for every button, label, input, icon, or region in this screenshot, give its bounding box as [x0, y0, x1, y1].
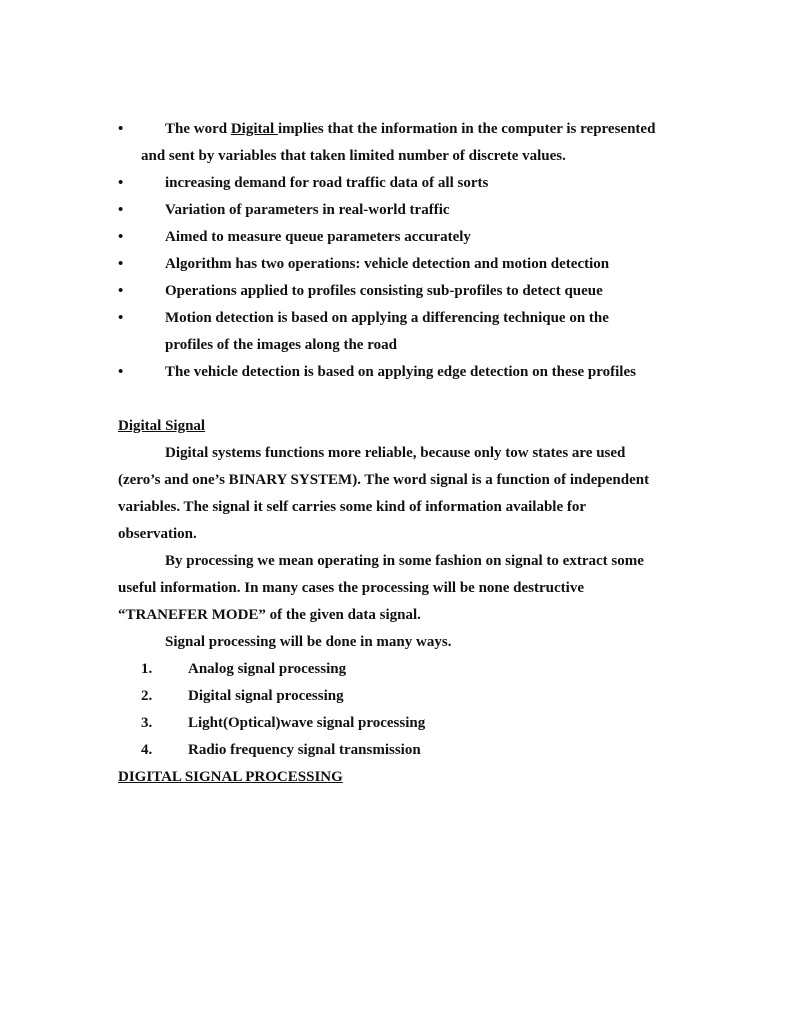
paragraph-line: useful information. In many cases the processing will be none destructive	[118, 580, 584, 596]
bullet-marker: •	[118, 121, 124, 137]
bullet-marker: •	[118, 364, 124, 380]
item-number: 2.	[141, 688, 153, 704]
section-heading: Digital Signal	[118, 418, 206, 434]
paragraph-line: (zero’s and one’s BINARY SYSTEM). The word signal is a function of independent	[118, 472, 650, 488]
paragraph-line: Signal processing will be done in many ways.	[165, 634, 452, 650]
bullet-marker: •	[118, 175, 124, 191]
bullet-text: Algorithm has two operations: vehicle detection and motion detection	[165, 256, 610, 272]
bullet-marker: •	[118, 310, 124, 326]
bullet-marker: •	[118, 256, 124, 272]
bullet-text: Variation of parameters in real-world traffic	[165, 202, 450, 218]
item-number: 4.	[141, 742, 153, 758]
item-number: 3.	[141, 715, 153, 731]
bullet-continuation: profiles of the images along the road	[165, 337, 397, 353]
dsp-heading: DIGITAL SIGNAL PROCESSING	[118, 769, 343, 785]
bullet-text: Motion detection is based on applying a differencing technique on the	[165, 310, 609, 326]
bullet-continuation: and sent by variables that taken limited number of discrete values.	[141, 148, 566, 164]
bullet-text	[165, 120, 655, 138]
paragraph-line: “TRANEFER MODE” of the given data signal.	[118, 607, 421, 623]
paragraph-line: variables. The signal it self carries some kind of information available for	[118, 499, 587, 515]
item-text: Digital signal processing	[188, 688, 344, 704]
bullet-text: Aimed to measure queue parameters accurately	[165, 229, 471, 245]
item-text: Radio frequency signal transmission	[188, 742, 421, 758]
bullet-text-after: implies that the information in the computer is represented	[277, 121, 656, 137]
bullet-text-before: The word	[165, 121, 231, 137]
digital-term: Digital	[230, 121, 278, 137]
bullet-text: Operations applied to profiles consisting sub-profiles to detect queue	[165, 283, 603, 299]
bullet-text: increasing demand for road traffic data of all sorts	[165, 175, 489, 191]
paragraph-line: By processing we mean operating in some fashion on signal to extract some	[165, 553, 644, 569]
bullet-text: The vehicle detection is based on applying edge detection on these profiles	[165, 364, 636, 380]
item-number: 1.	[141, 661, 153, 677]
paragraph-line: Digital systems functions more reliable, because only tow states are used	[165, 445, 626, 461]
paragraph-line: observation.	[118, 526, 197, 542]
bullet-marker: •	[118, 283, 124, 299]
bullet-marker: •	[118, 202, 124, 218]
item-text: Light(Optical)wave signal processing	[188, 715, 426, 731]
bullet-marker: •	[118, 229, 124, 245]
item-text: Analog signal processing	[188, 661, 347, 677]
